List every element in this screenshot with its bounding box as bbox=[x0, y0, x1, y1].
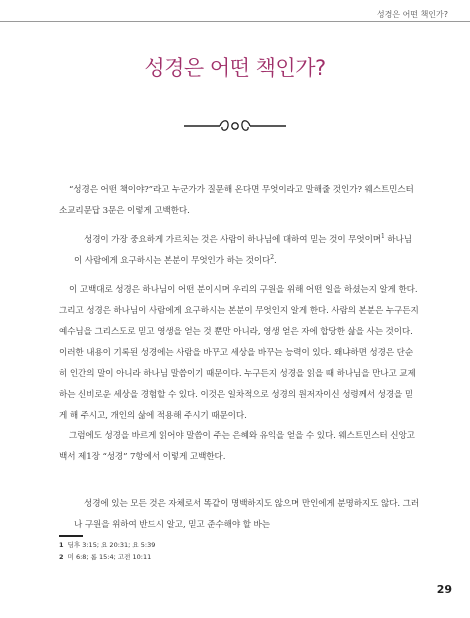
footnotes bbox=[59, 539, 155, 563]
body-paragraph-intro: “성경은 어떤 책이야?”라고 누군가가 질문해 온다면 무엇이라고 말해줄 것인가? 웨스트민스터 소교리문답 3문은 이렇게 고백한다. bbox=[59, 185, 414, 216]
body-paragraph-reading: 그럼에도 성경을 바르게 읽어야 말씀이 주는 은혜와 유익을 얻을 수 있다. 웨스트민스터 신앙고백서 제1장 “성경” 7항에서 이렇게 고백한다. bbox=[59, 431, 415, 462]
running-head: 성경은 어떤 책인가? bbox=[376, 10, 448, 19]
footnote-number: 1 bbox=[59, 541, 64, 549]
quote-text-b: 하나님이 사람에게 요구하시는 본분이 무엇인가 하는 것이다 bbox=[74, 235, 412, 266]
header-rule bbox=[0, 21, 470, 22]
body-paragraph-confession: 이 고백대로 성경은 하나님이 어떤 분이시며 우리의 구원을 위해 어떤 일을 하셨는지 알게 한다. 그리고 성경은 하나님이 사람에게 요구하시는 본분이 무엇인지 알게 한다. 사람의 본분은 누구든지 예수님을 그리스도로 믿고 영생을 얻는 것 뿐만 아니라, 영생 얻은 자에 합당한 삶을 사는 것이다. 이러한 내용이 기록된 성경에는 사람을 바꾸고 세상을 바꾸는 능력이 있다. 왜냐하면 성경은 단순히 인간의 말이 아니라 하나님 말씀이기 때문이다. 누구든지 성경을 읽을 때 하나님을 만나고 교제하는 신비로운 세상을 경험할 수 있다. 이것은 일차적으로 성경의 원저자이신 성령께서 성경을 믿게 해 주시고, 개인의 삶에 적용해 주시기 때문이다. bbox=[59, 285, 419, 421]
footnote-text: 딤후 3:15; 요 20:31; 요 5:39 bbox=[67, 541, 156, 549]
catechism-quote bbox=[74, 230, 420, 272]
footnote-item bbox=[59, 539, 155, 551]
footnote-ref-2: 2 bbox=[270, 254, 274, 262]
flourish-ornament-icon bbox=[184, 116, 286, 140]
chapter-title: 성경은 어떤 책인가? bbox=[144, 56, 326, 80]
footnote-number: 2 bbox=[59, 553, 64, 561]
footnote-rule bbox=[59, 535, 83, 537]
footnote-ref-1: 1 bbox=[380, 233, 385, 241]
quote-text-a: 성경이 가장 중요하게 가르치는 것은 사람이 하나님에 대하여 믿는 것이 무엇이며 bbox=[84, 235, 381, 245]
page-number: 29 bbox=[436, 583, 452, 596]
footnote-item bbox=[59, 551, 155, 563]
quote-end: . bbox=[273, 256, 277, 266]
confession-quote: 성경에 있는 모든 것은 자체로서 똑같이 명백하지도 않으며 만인에게 분명하지도 않다. 그러나 구원을 위하여 반드시 알고, 믿고 준수해야 할 바는 bbox=[74, 499, 420, 530]
footnote-text: 미 6:8; 롬 15:4; 고전 10:11 bbox=[67, 553, 152, 561]
